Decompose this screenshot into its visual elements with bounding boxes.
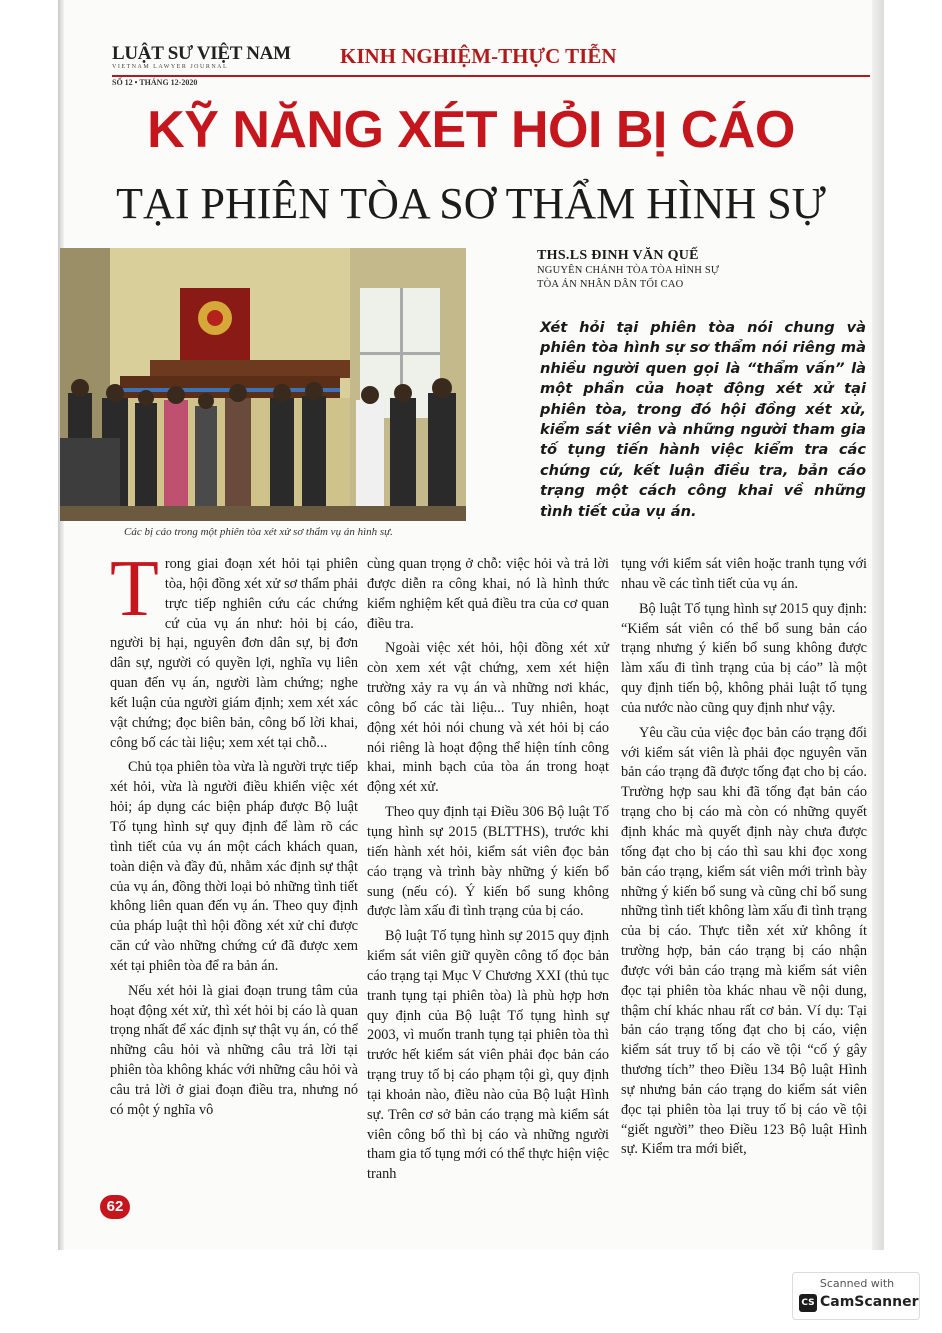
body-paragraph: Chủ tọa phiên tòa vừa là người trực tiếp xét hỏi, vừa là người điều khiển việc xét hỏi; áp dụng các biện pháp được Bộ luật Tố tụng hình sự quy định để làm rõ các tình tiết của vụ án một cách khách quan, toàn diện và đầy đủ, nhằm xác định sự thật của vụ án, đồng thời loại bỏ những tình tiết không liên quan đến vụ án. Theo quy định của pháp luật thì hội đồng xét xử chỉ được căn cứ vào những chứng cứ đã được xem xét tại phiên tòa để ra bản án.	[110, 759, 358, 974]
page-number: 62	[100, 1195, 130, 1219]
watermark-top-text: Scanned with	[819, 1277, 895, 1290]
paragraph-text: rong giai đoạn xét hỏi tại phiên tòa, hội đồng xét xử sơ thẩm phải trực tiếp nghiên cứu các chứng cứ của vụ án như: hỏi bị cáo, người bị hại, nguyên đơn dân sự, bị đơn dân sự, người có quyền lợi, nghĩa vụ liên quan đến vụ án, người làm chứng; nghe kết luận của người giám định; xem xét xác vật chứng; đọc biên bản, công bố lời khai, công bố các tài liệu; xem xét tại chỗ...	[110, 556, 358, 751]
body-paragraph: Yêu cầu của việc đọc bản cáo trạng đối với kiểm sát viên là phải đọc nguyên văn bản cáo trạng đã được tống đạt cho bị cáo. Trường hợp sau khi đã tống đạt bản cáo trạng cho bị cáo mà còn có những quyết định khác mà quyết định này chưa được tống đạt cho bị cáo thì sau khi đọc xong bản cáo trạng, kiểm sát viên mới trình bày những ý kiến bổ sung và cũng chỉ bổ sung những tình tiết không làm xấu đi tình trạng của bị cáo. Thực tiễn xét xử không ít trường hợp, bản cáo trạng bị cáo nhận được với bản cáo trạng mà kiểm sát viên đọc tại phiên tòa khác nhau về nội dung, thậm chí khác nhau rất cơ bản. Ví dụ: Tại bản cáo trạng tống đạt cho bị cáo, viện kiểm sát truy tố bị cáo về tội “cố ý gây thương tích” theo Điều 134 Bộ luật Hình sự nhưng bản cáo trạng do kiểm sát viên đọc tại phiên tòa lại truy tố bị cáo về tội “giết người” theo Điều 123 Bộ luật Hình sự. Kiểm tra mới biết,	[621, 724, 867, 1158]
article-lead: Xét hỏi tại phiên tòa nói chung và phiên tòa hình sự sơ thẩm nói riêng mà nhiều người quen gọi là “thẩm vấn” là một phần của hoạt động xét xử tại phiên tòa, trong đó hội đồng xét xử, kiểm sát viên và những người tham gia tố tụng tiến hành việc kiểm tra các chứng cứ, kết luận điều tra, bản cáo trạng một cách công khai về những tình tiết của vụ án.	[540, 319, 866, 520]
drop-cap: T	[110, 545, 159, 633]
author-title-line-2: TÒA ÁN NHÂN DÂN TỐI CAO	[537, 279, 684, 290]
article-title: KỸ NĂNG XÉT HỎI BỊ CÁO	[147, 101, 795, 159]
photo-caption: Các bị cáo trong một phiên tòa xét xử sơ thẩm vụ án hình sự.	[124, 526, 393, 538]
body-paragraph: Ngoài việc xét hỏi, hội đồng xét xử còn xem xét vật chứng, xem xét hiện trường xảy ra vụ án và những nơi khác, công bố các tài liệu... Tuy nhiên, hoạt động xét hỏi nói chung và xét hỏi bị cáo nói riêng là hoạt động thể hiện tính công khai, minh bạch của tòa án trong hoạt động xét xử.	[367, 640, 609, 796]
courtroom-photo	[60, 248, 466, 521]
author-name: THS.LS ĐINH VĂN QUẾ	[537, 248, 699, 263]
body-paragraph: cùng quan trọng ở chỗ: việc hỏi và trả lời được diễn ra công khai, nó là hình thức kiểm nghiệm kết quả điều tra của cơ quan điều tra.	[367, 556, 609, 632]
body-paragraph: tụng với kiểm sát viên hoặc tranh tụng với nhau về các tình tiết của vụ án.	[621, 556, 867, 592]
camscanner-logo-icon: CS	[799, 1294, 817, 1312]
camscanner-watermark	[792, 1272, 920, 1320]
body-column-1	[110, 545, 358, 1126]
issue-info: SỐ 12 • THÁNG 12-2020	[112, 78, 198, 87]
article-subtitle: TẠI PHIÊN TÒA SƠ THẨM HÌNH SỰ	[116, 179, 826, 228]
magazine-logo: LUẬT SƯ VIỆT NAM	[112, 43, 291, 64]
body-paragraph	[110, 545, 358, 753]
author-title-line-1: NGUYÊN CHÁNH TÒA TÒA HÌNH SỰ	[537, 265, 720, 276]
courtroom-illustration	[60, 248, 466, 521]
section-title: KINH NGHIỆM-THỰC TIỄN	[340, 44, 617, 68]
body-paragraph: Bộ luật Tố tụng hình sự 2015 quy định kiểm sát viên giữ quyền công tố đọc bản cáo trạng tại Mục V Chương XXI (thủ tục tranh tụng tại phiên tòa) là phù hợp hơn quy định của Bộ luật Tố tụng hình sự 2003, vì muốn tranh tụng tại phiên tòa thì trước hết kiểm sát viên phải đọc bản cáo trạng truy tố bị cáo phạm tội gì, quy định tại khoản nào, điều nào của Bộ luật Hình sự. Trên cơ sở bản cáo trạng mà kiểm sát viên công bố thì bị cáo và những người tham gia tố tụng mới có thể thực hiện việc tranh	[367, 928, 610, 1183]
masthead	[112, 43, 291, 71]
header-rule	[112, 75, 870, 77]
magazine-logo-subtitle: VIETNAM LAWYER JOURNAL	[112, 64, 229, 70]
watermark-brand-name: CamScanner	[820, 1294, 919, 1310]
body-paragraph: Nếu xét hỏi là giai đoạn trung tâm của hoạt động xét xử, thì xét hỏi bị cáo là quan trọng nhất để xác định sự thật vụ án, có thể những câu hỏi và những câu trả lời tại phiên tòa không khác với những câu hỏi và câu trả lời ở giai đoạn điều tra, nhưng nó có một ý nghĩa vô	[110, 982, 358, 1118]
body-paragraph: Theo quy định tại Điều 306 Bộ luật Tố tụng hình sự 2015 (BLTTHS), trước khi tiến hành xét hỏi, kiểm sát viên đọc bản cáo trạng và trình bày những ý kiến bổ sung (nếu có). Ý kiến bổ sung không được làm xấu đi tình trạng của bị cáo.	[367, 804, 609, 920]
body-column-2	[367, 555, 609, 1190]
author-title	[537, 264, 719, 292]
body-column-3	[621, 555, 867, 1165]
body-paragraph: Bộ luật Tố tụng hình sự 2015 quy định: “Kiểm sát viên có thể bổ sung bản cáo trạng nhưng ý kiến bổ sung không được làm xấu đi tình trạng của bị cáo” là một quy định tiến bộ, không phải luật tố tụng của nước nào cũng quy định như vậy.	[621, 600, 867, 716]
